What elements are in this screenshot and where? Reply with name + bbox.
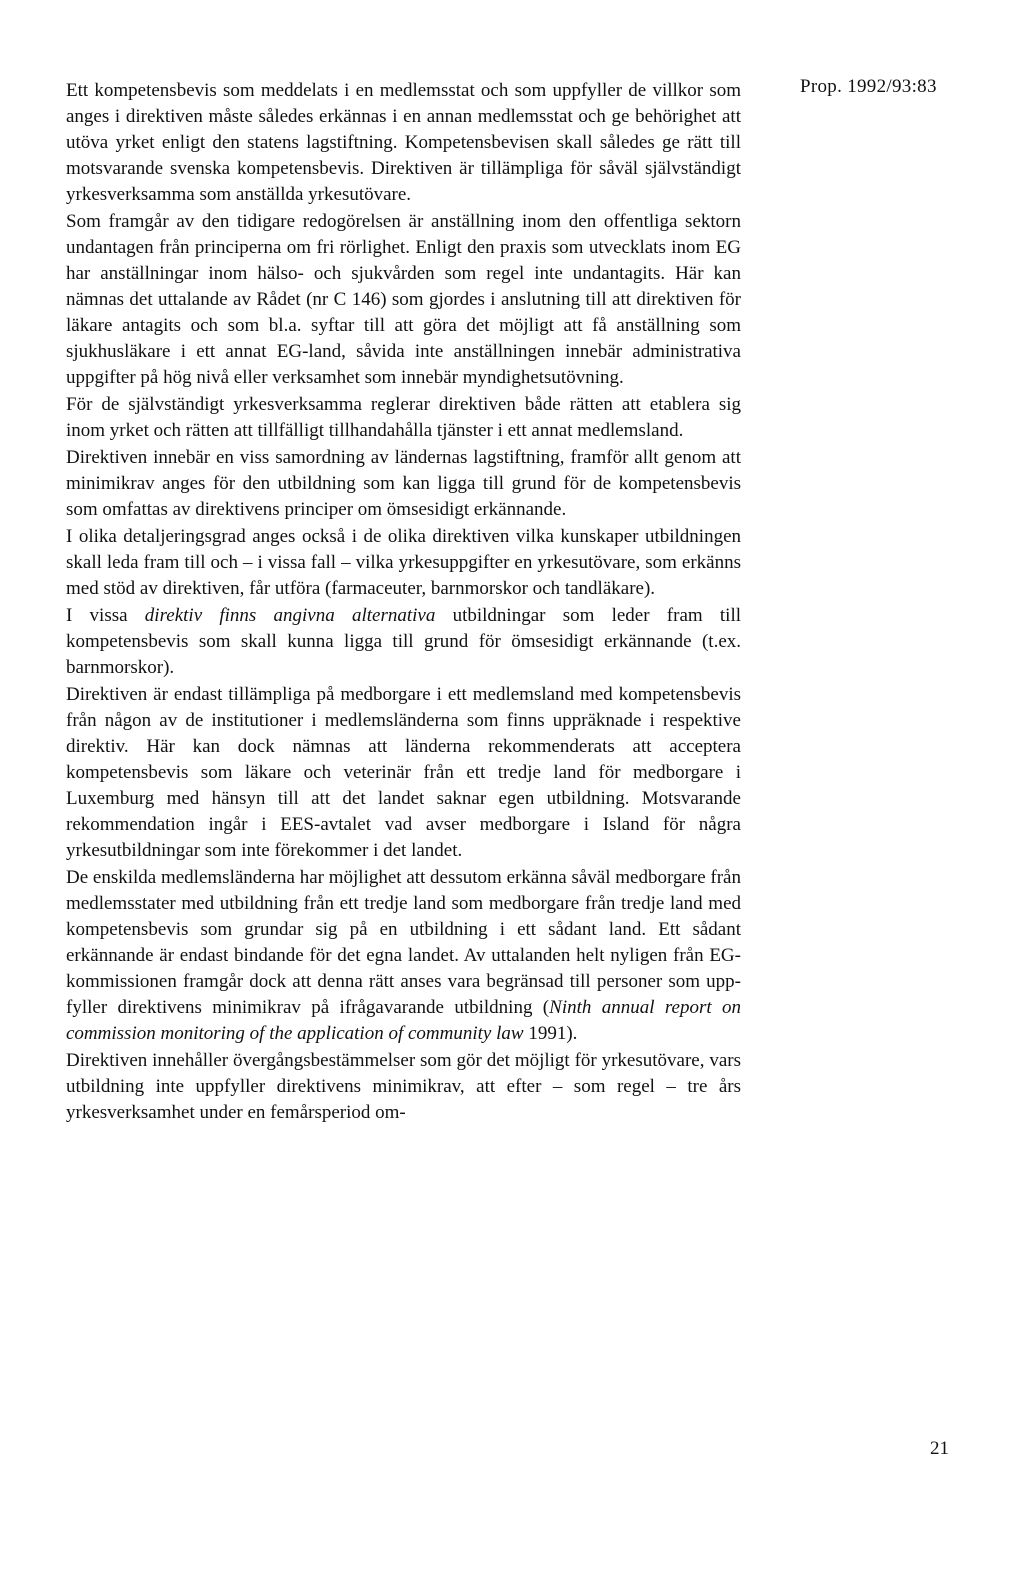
text-segment: De enskilda medlemsländerna har möjlighet att dessutom erkänna såväl medborgare från medlemsstater med utbildning från ett tredje land som medborgare från tredje land med kompetensbevis som grundar sig på en utbildning i ett sådant land. Ett sådant erkännande är endast bindande för det egna landet. Av uttalanden helt nyligen från EG-kommissionen framgår dock att denna rätt anses vara begränsad till personer som uppfyller direktivens minimikrav på ifrågavarande utbildning ( (66, 867, 741, 1018)
paragraph (66, 1048, 741, 1126)
italic-text-segment: Ninth annual report on commission monitoring of the application of community law (66, 997, 741, 1044)
text-segment: Direktiven är endast tillämpliga på medborgare i ett medlemsland med kompetensbevis från någon av de institutioner i medlemsländerna som finns uppräknade i respektive direktiv. Här kan dock nämnas att länderna rekommenderats att acceptera kompetensbevis som läkare och veterinär från ett tredje land för medborgare i Luxemburg med hänsyn till att det landet saknar egen utbildning. Motsvarande rekommendation ingår i EES-avtalet vad avser medborgare i Island för några yrkesutbildningar som inte förekommer i det landet. (66, 684, 741, 861)
page-number: 21 (930, 1438, 949, 1459)
text-segment: Direktiven innebär en viss samordning av ländernas lagstiftning, framför allt genom att minimikrav anges för den utbildning som kan ligga till grund för de kompetensbevis som omfattas av direktivens principer om ömsesidigt erkännande. (66, 447, 741, 520)
text-segment: Direktiven innehåller övergångsbestämmelser som gör det möjligt för yrkesutövare, vars utbildning inte uppfyller direktivens minimikrav, att efter – som regel – tre års yrkesverksamhet under en femårsperiod om- (66, 1050, 741, 1123)
text-segment: För de självständigt yrkesverksamma reglerar direktiven både rätten att etablera sig inom yrket och rätten att tillfälligt tillhandahålla tjänster i ett annat medlemsland. (66, 394, 741, 441)
paragraph (66, 524, 741, 602)
paragraph (66, 78, 741, 208)
paragraph (66, 682, 741, 864)
text-segment: I vissa (66, 605, 145, 626)
paragraph (66, 865, 741, 1047)
text-segment: Som framgår av den tidigare redogörelsen är anställning inom den offentliga sektorn undantagen från principerna om fri rörlighet. Enligt den praxis som utvecklats inom EG har anställningar inom hälso- och sjukvården som regel inte undantagits. Här kan nämnas det uttalande av Rådet (nr C 146) som gjordes i anslutning till att direktiven för läkare antagits och som bl.a. syftar till att göra det möjligt att få anställning som sjukhusläkare i ett annat EG-land, såvida inte anställningen innebär administrativa uppgifter på hög nivå eller verksamhet som innebär myndighetsutövning. (66, 211, 741, 388)
text-segment: I olika detaljeringsgrad anges också i de olika direktiven vilka kunskaper utbildningen skall leda fram till och – i vissa fall – vilka yrkesuppgifter en yrkesutövare, som erkänns med stöd av direktiven, får utföra (farmaceuter, barnmorskor och tandläkare). (66, 526, 741, 599)
italic-text-segment: direktiv finns angivna alternativa (144, 605, 436, 626)
paragraph (66, 209, 741, 391)
paragraph (66, 445, 741, 523)
body-text (66, 78, 741, 1126)
page-header-reference: Prop. 1992/93:83 (800, 76, 937, 97)
paragraph (66, 603, 741, 681)
text-segment: Ett kompetensbevis som meddelats i en medlemsstat och som uppfyller de villkor som anges i direktiven måste således erkännas i en annan medlemsstat och ge behörighet att utöva yrket enligt den statens lagstiftning. Kompetensbevisen skall således ge rätt till motsvarande svenska kompetensbevis. Direktiven är tillämpliga för såväl självständigt yrkesverksamma som anställda yrkesutövare. (66, 80, 741, 205)
paragraph (66, 392, 741, 444)
text-segment: utbildningar som leder fram till kompetensbevis som skall kunna ligga till grund för ömsesidigt erkännande (t.ex. barnmorskor). (66, 605, 742, 678)
text-segment: 1991). (523, 1023, 578, 1044)
